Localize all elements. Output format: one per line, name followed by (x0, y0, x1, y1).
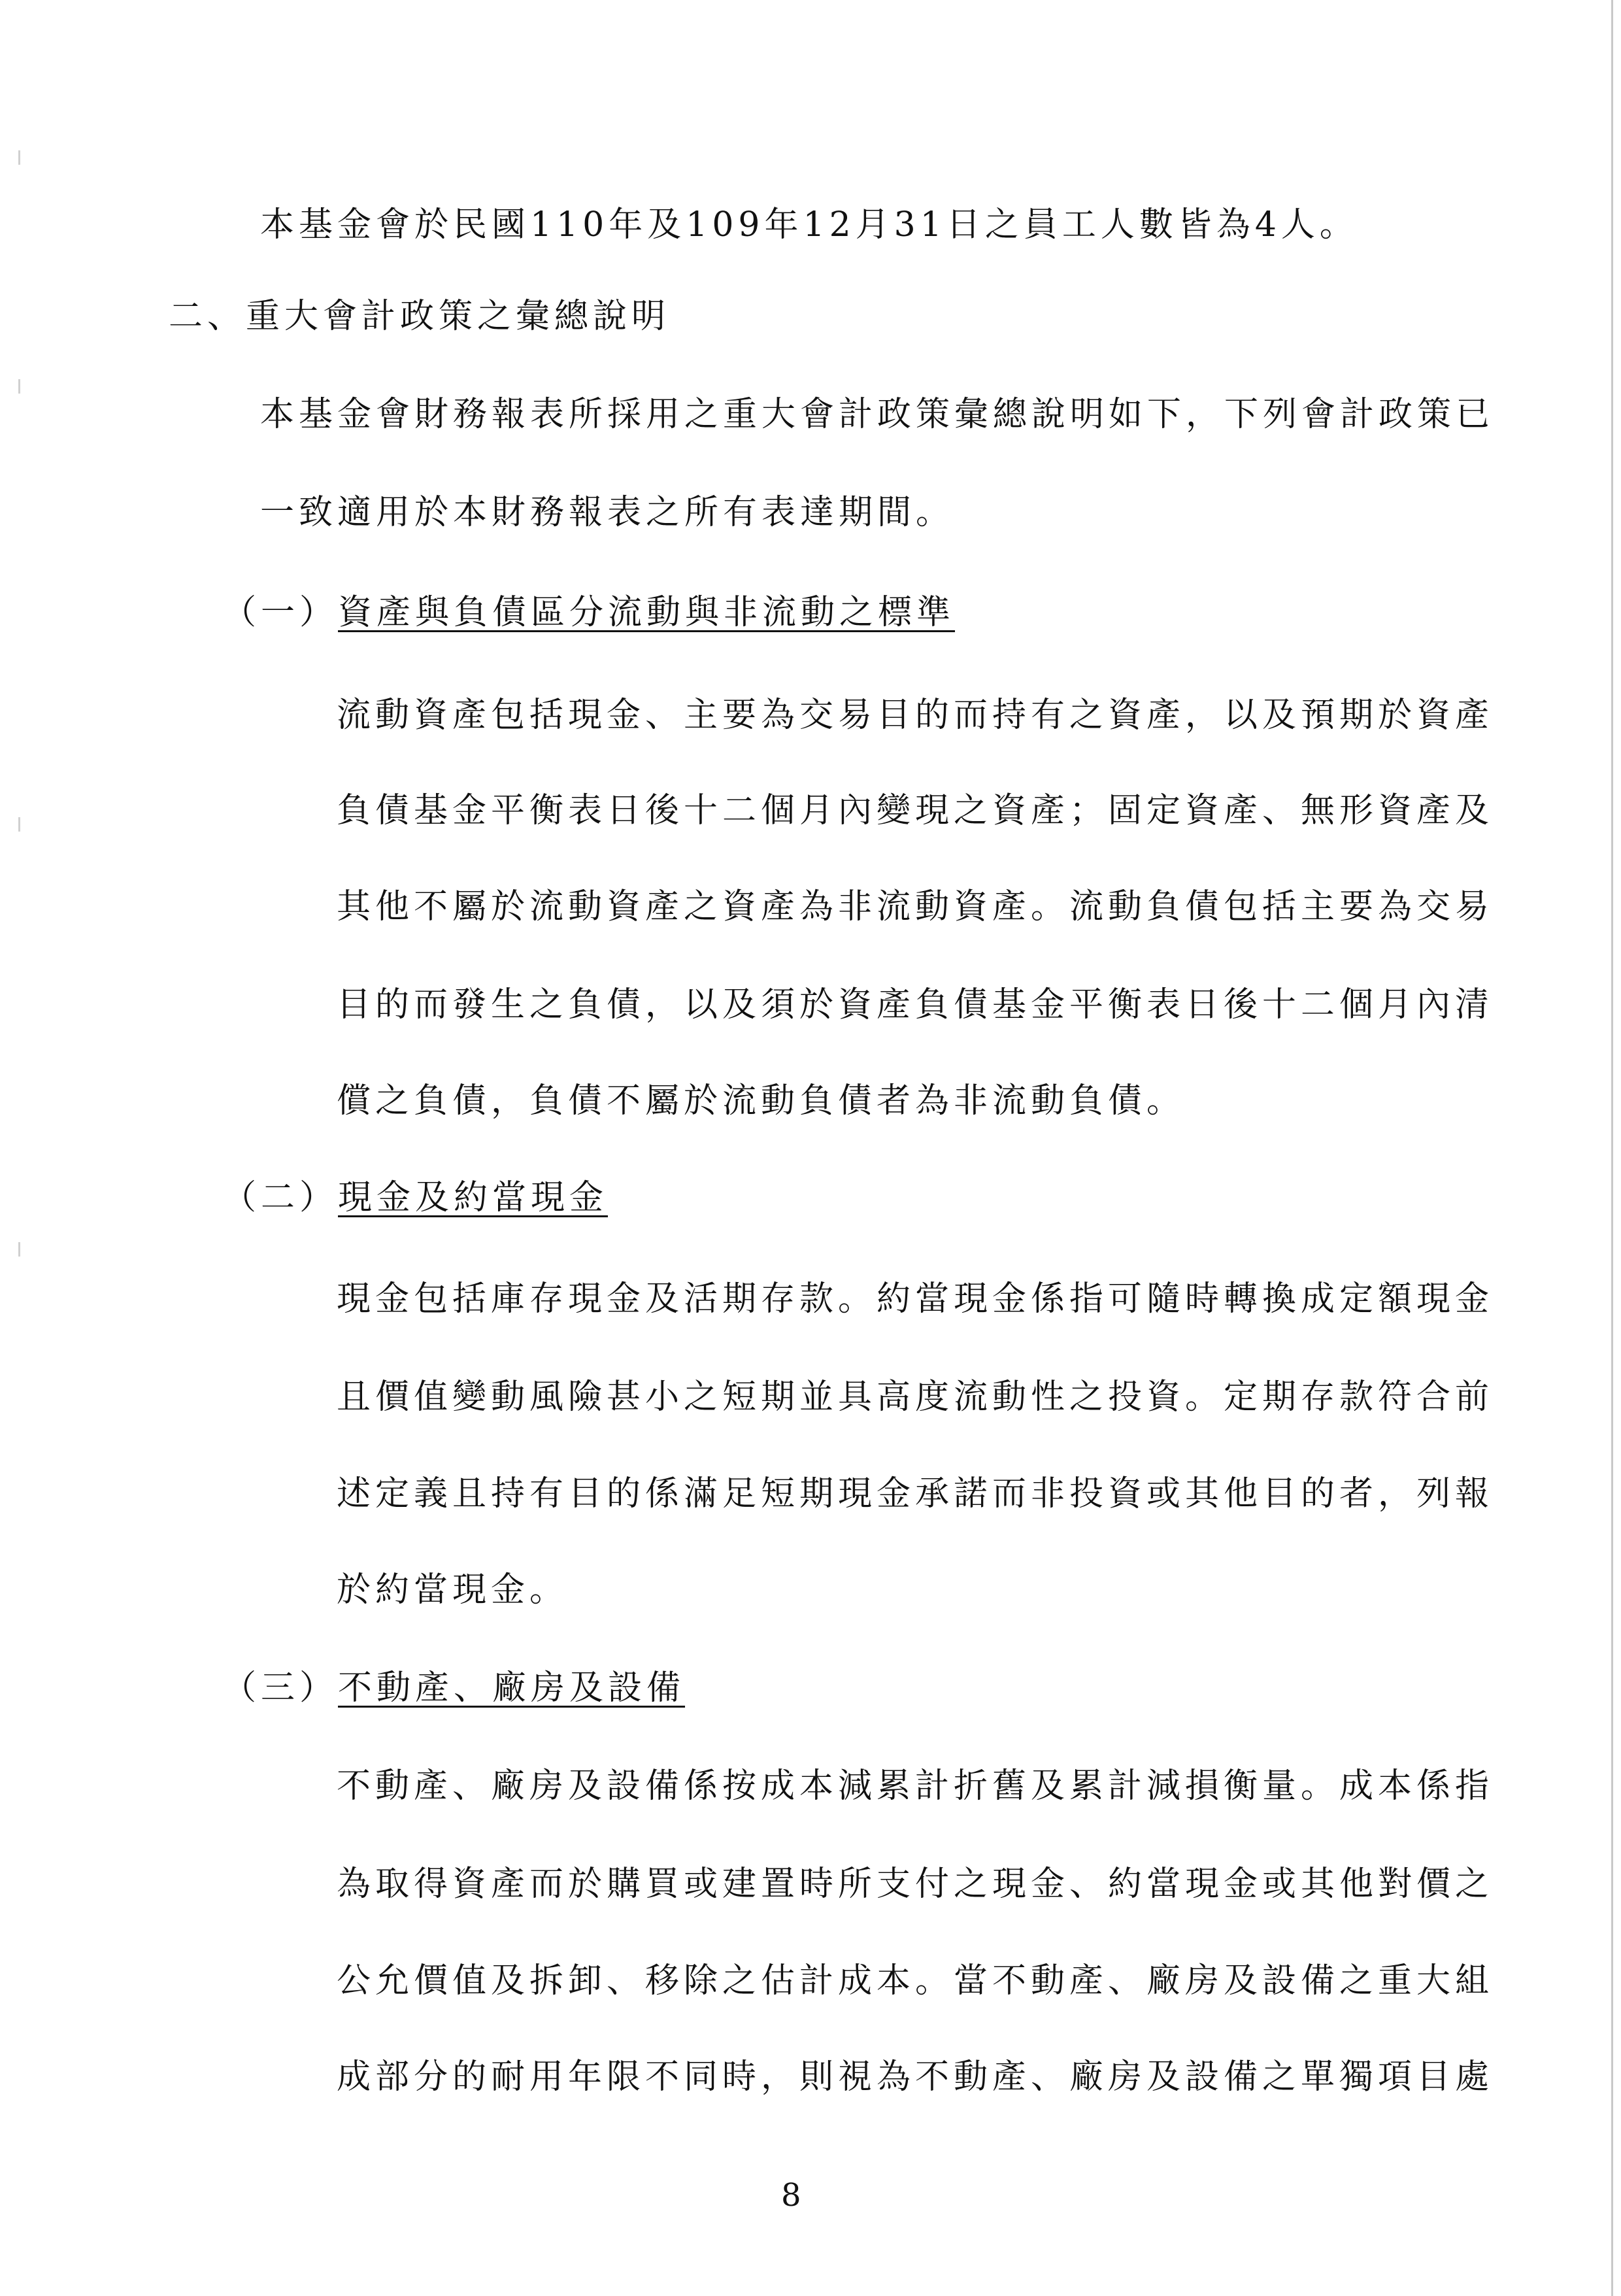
margin-mark (18, 1242, 20, 1257)
body-line: 且價值變動風險甚小之短期並具高度流動性之投資。定期存款符合前 (337, 1377, 1494, 1417)
margin-mark (18, 379, 20, 394)
margin-mark (18, 150, 20, 165)
subsection-heading (222, 1177, 608, 1219)
body-line: 述定義且持有目的係滿足短期現金承諾而非投資或其他目的者，列報 (337, 1474, 1494, 1513)
subsection-heading (222, 592, 955, 633)
body-line: 為取得資產而於購買或建置時所支付之現金、約當現金或其他對價之 (337, 1865, 1494, 1904)
body-line: 公允價值及拆卸、移除之估計成本。當不動產、廠房及設備之重大組 (337, 1961, 1494, 2001)
subsection-title: 現金及約當現金 (338, 1178, 609, 1217)
body-line: 負債基金平衡表日後十二個月內變現之資產；固定資產、無形資產及 (337, 791, 1494, 830)
body-line: 於約當現金。 (337, 1570, 569, 1610)
body-line: 流動資產包括現金、主要為交易目的而持有之資產，以及預期於資產 (337, 696, 1494, 735)
body-line: 現金包括庫存現金及活期存款。約當現金係指可隨時轉換成定額現金 (337, 1279, 1494, 1319)
intro-line: 本基金會財務報表所採用之重大會計政策彙總說明如下，下列會計政策已 (260, 395, 1495, 434)
intro-line: 一致適用於本財務報表之所有表達期間。 (260, 493, 955, 532)
subsection-title: 不動產、廠房及設備 (338, 1668, 686, 1708)
margin-mark (18, 817, 20, 832)
subsection-marker: （二） (222, 1178, 339, 1217)
section-heading: 二、重大會計政策之彙總說明 (169, 297, 671, 336)
body-line: 不動產、廠房及設備係按成本減累計折舊及累計減損衡量。成本係指 (337, 1766, 1494, 1806)
body-line: 目的而發生之負債，以及須於資產負債基金平衡表日後十二個月內清 (337, 985, 1494, 1024)
scan-edge-line (1611, 0, 1613, 2296)
page-number: 8 (781, 2177, 801, 2214)
body-line: 其他不屬於流動資產之資產為非流動資產。流動負債包括主要為交易 (337, 887, 1494, 926)
body-line: 成部分的耐用年限不同時，則視為不動產、廠房及設備之單獨項目處 (337, 2057, 1494, 2097)
subsection-heading (222, 1667, 685, 1709)
employee-count-paragraph: 本基金會於民國110年及109年12月31日之員工人數皆為4人。 (260, 205, 1358, 245)
body-line: 償之負債，負債不屬於流動負債者為非流動負債。 (337, 1081, 1186, 1121)
subsection-title: 資產與負債區分流動與非流動之標準 (338, 593, 956, 632)
subsection-marker: （一） (222, 593, 339, 632)
subsection-marker: （三） (222, 1668, 339, 1708)
